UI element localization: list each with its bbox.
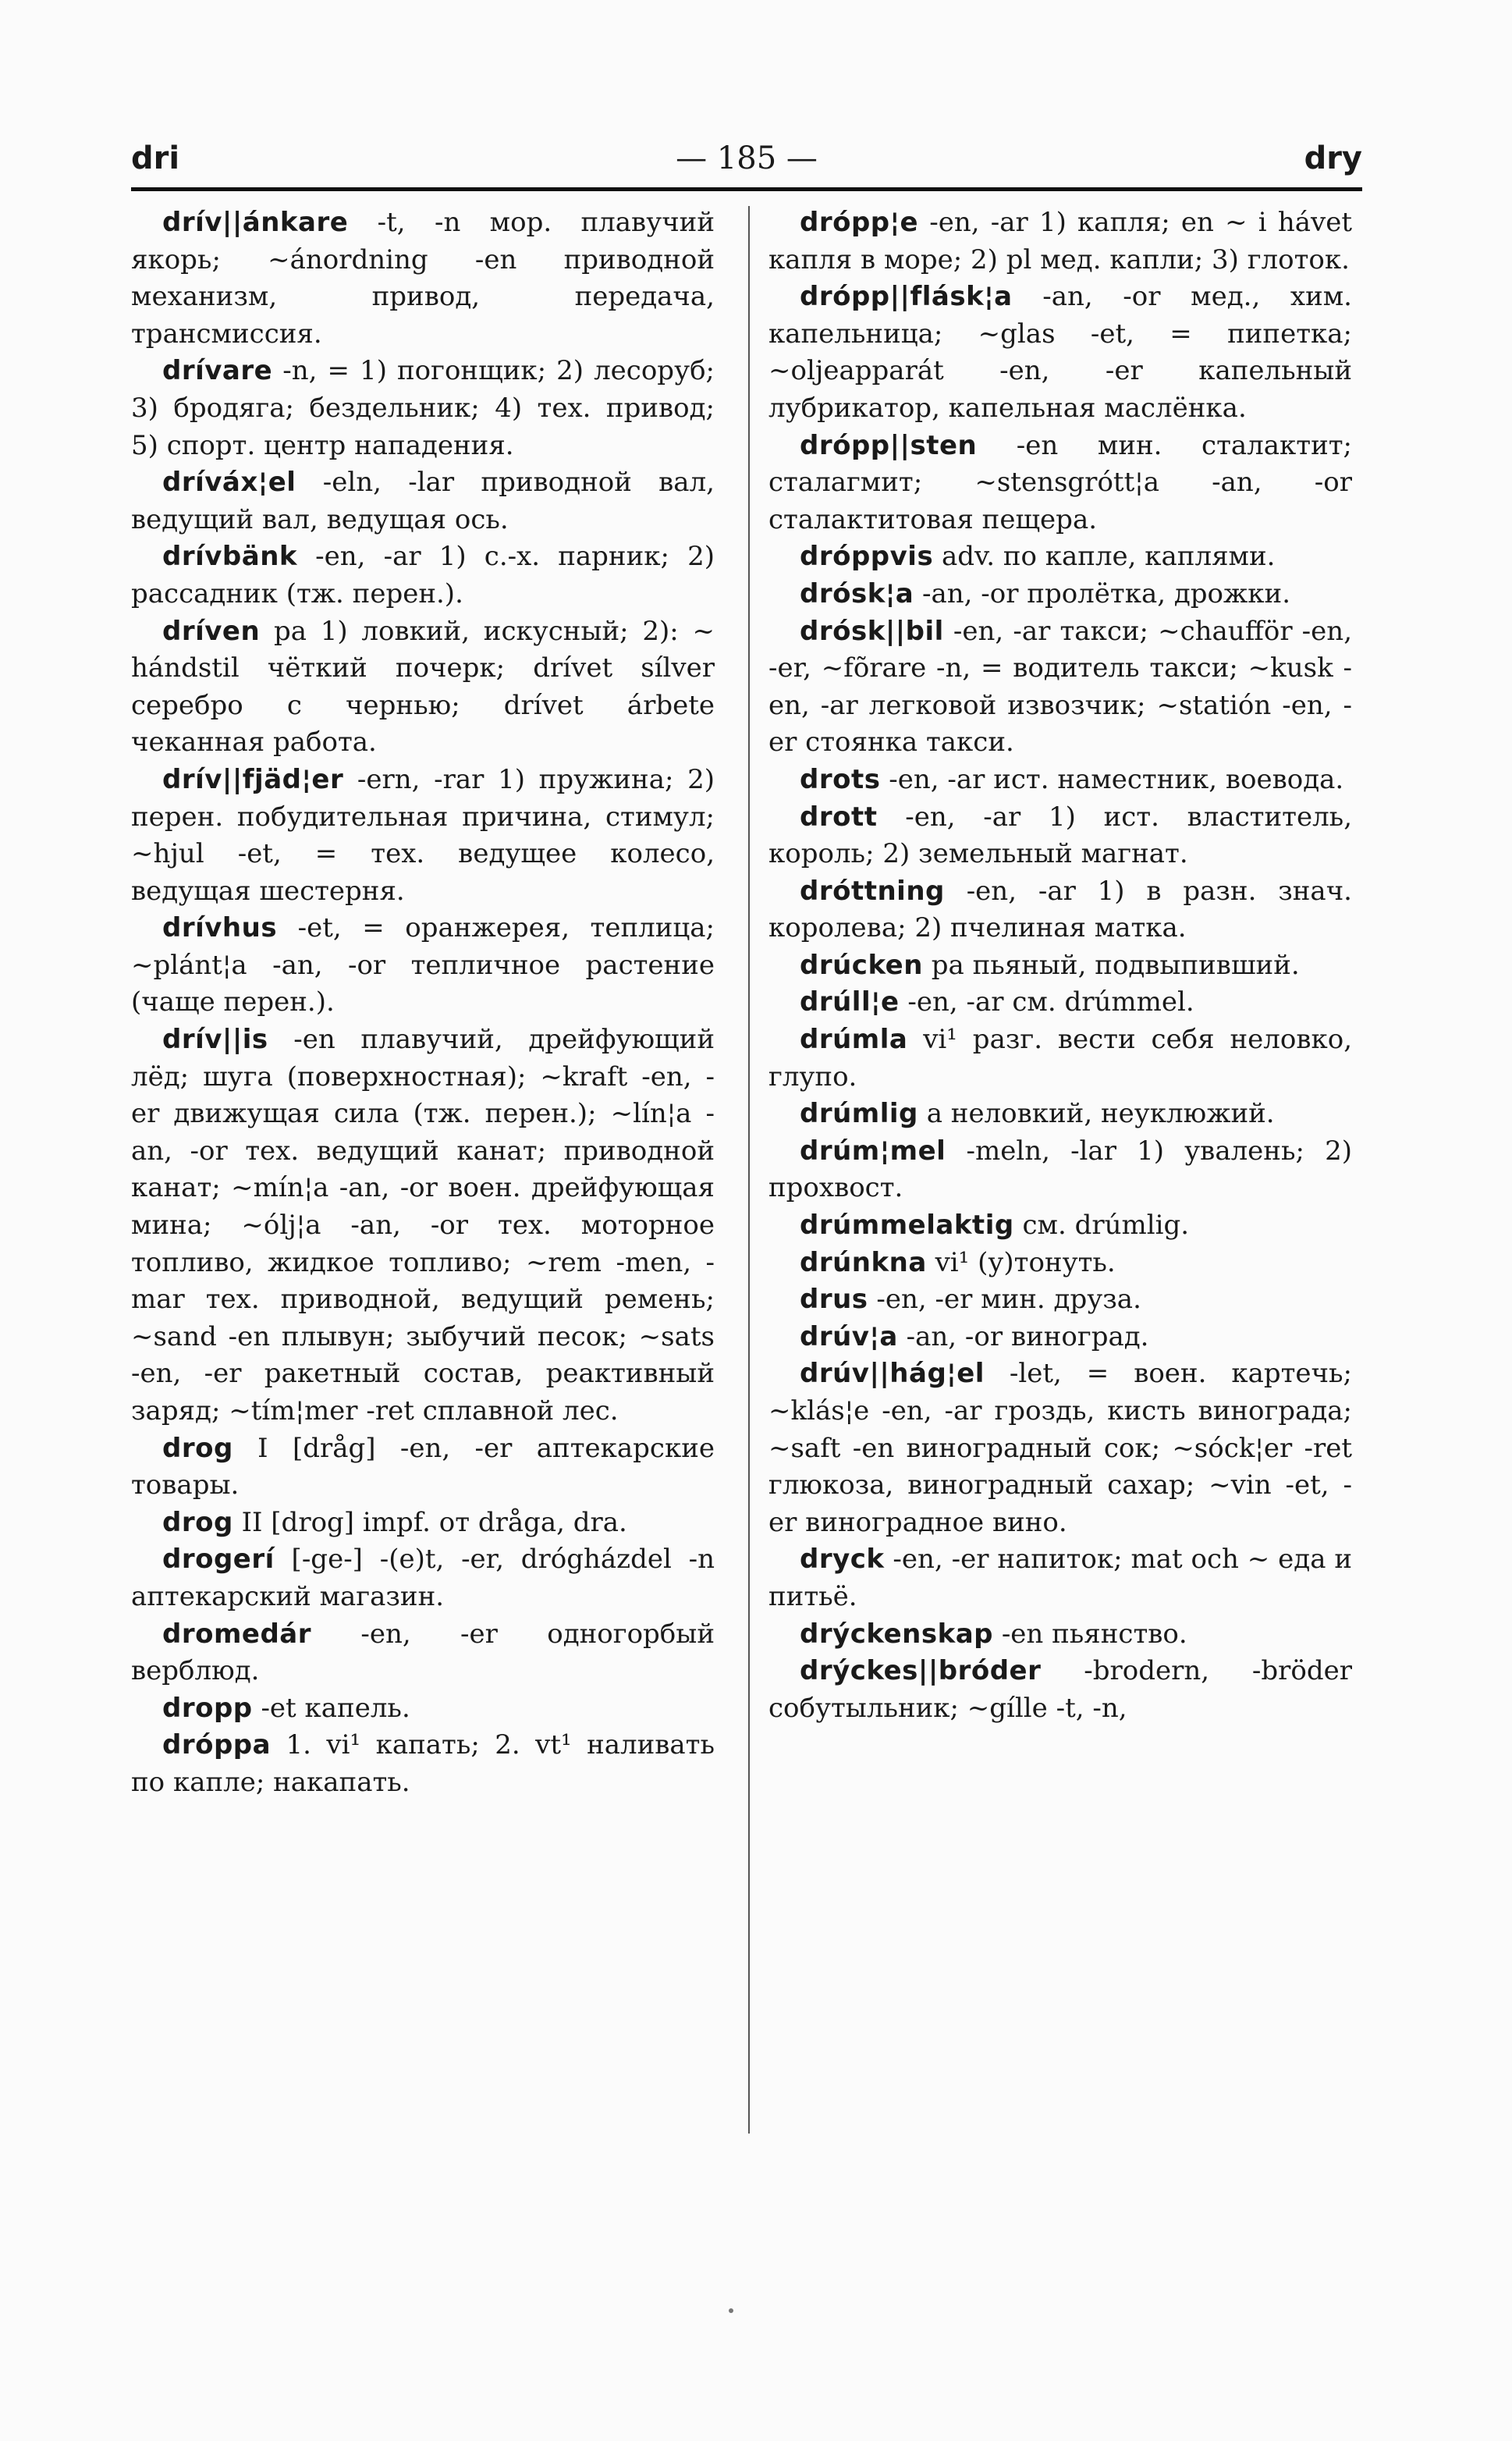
- entry-definition: -en, -ar см. drúmmel.: [899, 986, 1194, 1018]
- entry-headword: drog: [162, 1432, 233, 1464]
- dictionary-entry: [768, 873, 1352, 947]
- entry-headword: drív||fjäd¦er: [162, 763, 344, 795]
- dictionary-entry: [768, 1356, 1352, 1541]
- dictionary-entry: [768, 428, 1352, 539]
- dictionary-entry: [768, 1133, 1352, 1207]
- dictionary-entry: [131, 538, 715, 613]
- dictionary-entry: [768, 799, 1352, 873]
- entry-headword: drív||ánkare: [162, 207, 349, 238]
- dictionary-entry: [768, 1616, 1352, 1654]
- dictionary-entry: [768, 279, 1352, 427]
- dictionary-entry: [768, 1541, 1352, 1615]
- page-number: — 185 —: [676, 140, 818, 176]
- entry-headword: dríváx¦el: [162, 467, 296, 499]
- entry-definition: -en, -ar 1) в разн. знач. королева; 2) пчелиная матка.: [768, 875, 1352, 944]
- entry-headword: drúcken: [800, 949, 923, 981]
- entry-definition: -en пьянство.: [993, 1618, 1187, 1650]
- entry-definition: -t, -n мор. плавучий якорь; ~ánordning -en приводной механизм, привод, передача, трансмиссия.: [131, 207, 715, 350]
- entry-headword: dromedár: [162, 1618, 311, 1650]
- dictionary-entry: [768, 538, 1352, 576]
- entry-headword: dróttning: [800, 875, 945, 907]
- dictionary-entry: [131, 464, 715, 538]
- entry-headword: drúmla: [800, 1024, 908, 1056]
- right-column: [768, 204, 1352, 2171]
- entry-headword: drott: [800, 801, 878, 833]
- entry-definition: -en, -ar такси; ~chaufför -en, -er, ~fõrare -n, = водитель такси; ~kusk -en, -ar легковой извозчик; ~statión -en, -er стоянка такси.: [768, 615, 1352, 759]
- entry-definition: -en, -er мин. друза.: [868, 1284, 1141, 1316]
- entry-definition: adv. по капле, каплями.: [933, 541, 1276, 573]
- entry-headword: drots: [800, 763, 881, 795]
- print-speck: [729, 2308, 733, 2313]
- entry-headword: drúv¦a: [800, 1320, 898, 1352]
- entry-definition: vi¹ разг. вести себя неловко, глупо.: [768, 1024, 1352, 1093]
- entry-headword: drívare: [162, 355, 273, 387]
- dictionary-entry: [768, 1096, 1352, 1133]
- entry-headword: dróppa: [162, 1729, 272, 1761]
- dictionary-entry: [131, 1022, 715, 1430]
- dictionary-entry: [131, 1541, 715, 1615]
- dictionary-entry: [131, 1505, 715, 1542]
- entry-headword: dróppvis: [800, 541, 934, 573]
- entry-definition: -an, -or виноград.: [897, 1320, 1149, 1352]
- entry-definition: vi¹ (у)тонуть.: [926, 1246, 1116, 1278]
- entry-definition: 1. vi¹ капать; 2. vt¹ наливать по капле; накапать.: [131, 1729, 715, 1798]
- entry-headword: drívbänk: [162, 541, 298, 573]
- entry-definition: -n, = 1) погонщик; 2) лесоруб; 3) бродяга; бездельник; 4) тех. привод; 5) спорт. центр нападения.: [131, 355, 715, 461]
- dictionary-entry: [768, 1653, 1352, 1727]
- entry-definition: -en плавучий, дрейфующий лёд; шуга (поверхностная); ~kraft -en, -er движущая сила (тж. перен.); ~lín¦a -an, -or тех. ведущий канат; приводной канат; ~mín¦a -an, -or воен. дрейфующая мина; ~ólj¦a -an, -or тех. моторное топливо, жидкое топливо; ~rem -men, -mar тех. приводной, ведущий ремень; ~sand -en плывун; зыбучий песок; ~sats -en, -er ракетный состав, реактивный заряд; ~tím¦mer -ret сплавной лес.: [131, 1024, 715, 1427]
- dictionary-entry: [768, 576, 1352, 613]
- entry-definition: -let, = воен. картечь; ~klás¦e -en, -ar гроздь, кисть винограда; ~saft -en виноградный сок; ~sóck¦er -ret глюкоза, виноградный сахар; ~vin -et, -er виноградное вино.: [768, 1358, 1352, 1538]
- entry-headword: drúll¦e: [800, 986, 900, 1018]
- entry-definition: -en, -er одногорбый верблюд.: [131, 1618, 715, 1687]
- entry-definition: -meln, -lar 1) увалень; 2) прохвост.: [768, 1135, 1352, 1204]
- entry-definition: -an, -or пролётка, дрожки.: [914, 577, 1291, 609]
- header-rule: [131, 187, 1362, 191]
- dictionary-entry: [131, 1430, 715, 1505]
- dictionary-entry: [768, 204, 1352, 279]
- entry-definition: -brodern, -bröder собутыльник; ~gílle -t, -n,: [768, 1655, 1352, 1724]
- entry-definition: II [drog] impf. от dråga, dra.: [232, 1506, 627, 1538]
- entry-headword: drívhus: [162, 912, 278, 944]
- left-column: [131, 204, 715, 2171]
- dictionary-entry: [768, 984, 1352, 1022]
- dictionary-entry: [131, 1616, 715, 1690]
- dictionary-entry: [768, 1022, 1352, 1096]
- dictionary-entry: [131, 1727, 715, 1801]
- entry-headword: drúmmelaktig: [800, 1210, 1014, 1242]
- dictionary-entry: [131, 762, 715, 910]
- entry-headword: dríven: [162, 615, 261, 647]
- entry-headword: drósk¦a: [800, 577, 914, 609]
- dictionary-entry: [131, 910, 715, 1022]
- entry-definition: a неловкий, неуклюжий.: [917, 1098, 1275, 1130]
- page-header: [131, 140, 1362, 187]
- entry-definition: I [dråg] -en, -er аптекарские товары.: [131, 1432, 715, 1501]
- dictionary-entry: [768, 1207, 1352, 1245]
- column-divider: [748, 206, 750, 2134]
- entry-definition: -et, = оранжерея, теплица; ~plánt¦a -an, -or тепличное растение (чаще перен.).: [131, 912, 715, 1018]
- dictionary-entry: [131, 1690, 715, 1728]
- entry-headword: drus: [800, 1284, 868, 1316]
- entry-headword: drúv||hág¦el: [800, 1358, 985, 1390]
- entry-headword: drogerí: [162, 1544, 275, 1576]
- entry-headword: drog: [162, 1506, 233, 1538]
- dictionary-entry: [768, 947, 1352, 985]
- entry-definition: -eln, -lar приводной вал, ведущий вал, ведущая ось.: [131, 467, 715, 535]
- dictionary-entry: [131, 353, 715, 464]
- dictionary-entry: [131, 204, 715, 353]
- entry-definition: -en мин. сталактит; сталагмит; ~stensgrótt¦a -an, -or сталактитовая пещера.: [768, 429, 1352, 535]
- entry-definition: pa 1) ловкий, искусный; 2): ~ hándstil чёткий почерк; drívet sílver серебро с чернью; drívet árbete чеканная работа.: [131, 615, 715, 759]
- entry-headword: drýckenskap: [800, 1618, 994, 1650]
- entry-headword: drýckes||bróder: [800, 1655, 1042, 1687]
- entry-headword: drív||is: [162, 1024, 268, 1056]
- entry-headword: drósk||bil: [800, 615, 944, 647]
- entry-definition: -en, -ar ист. наместник, воевода.: [880, 763, 1344, 795]
- entry-definition: см. drúmlig.: [1013, 1210, 1190, 1242]
- entry-definition: -en, -ar 1) капля; en ~ i hávet капля в море; 2) pl мед. капли; 3) глоток.: [768, 207, 1352, 275]
- dictionary-entry: [131, 613, 715, 762]
- entry-headword: drópp||flásk¦a: [800, 281, 1013, 313]
- entry-headword: drúmlig: [800, 1098, 918, 1130]
- entry-definition: -en, -ar 1) ист. властитель, король; 2) земельный магнат.: [768, 801, 1352, 870]
- entry-headword: dropp: [162, 1692, 253, 1724]
- entry-headword: drúnkna: [800, 1246, 927, 1278]
- entry-definition: -et капель.: [252, 1692, 410, 1724]
- entry-headword: drópp¦e: [800, 207, 919, 238]
- header-right-guideword: dry: [1304, 140, 1362, 176]
- header-left-guideword: dri: [131, 140, 180, 176]
- entry-definition: -en, -ar 1) с.-х. парник; 2) рассадник (тж. перен.).: [131, 541, 715, 609]
- entry-definition: [-ge-] -(e)t, -er, drógházdel -n аптекарский магазин.: [131, 1544, 715, 1612]
- entry-headword: drúm¦mel: [800, 1135, 946, 1167]
- dictionary-entry: [768, 613, 1352, 762]
- dictionary-entry: [768, 762, 1352, 799]
- entry-definition: -en, -er напиток; mat och ~ еда и питьё.: [768, 1544, 1352, 1612]
- entry-headword: dryck: [800, 1544, 885, 1576]
- entry-definition: -ern, -rar 1) пружина; 2) перен. побудительная причина, стимул; ~hjul -et, = тех. ведущее колесо, ведущая шестерня.: [131, 763, 715, 907]
- entry-definition: pa пьяный, подвыпивший.: [922, 949, 1300, 981]
- dictionary-entry: [768, 1319, 1352, 1356]
- dictionary-entry: [768, 1245, 1352, 1282]
- entry-definition: -an, -or мед., хим. капельница; ~glas -et, = пипетка; ~oljeapparát -en, -er капельный лубрикатор, капельная маслёнка.: [768, 281, 1352, 424]
- entry-headword: drópp||sten: [800, 429, 978, 461]
- dictionary-entry: [768, 1281, 1352, 1319]
